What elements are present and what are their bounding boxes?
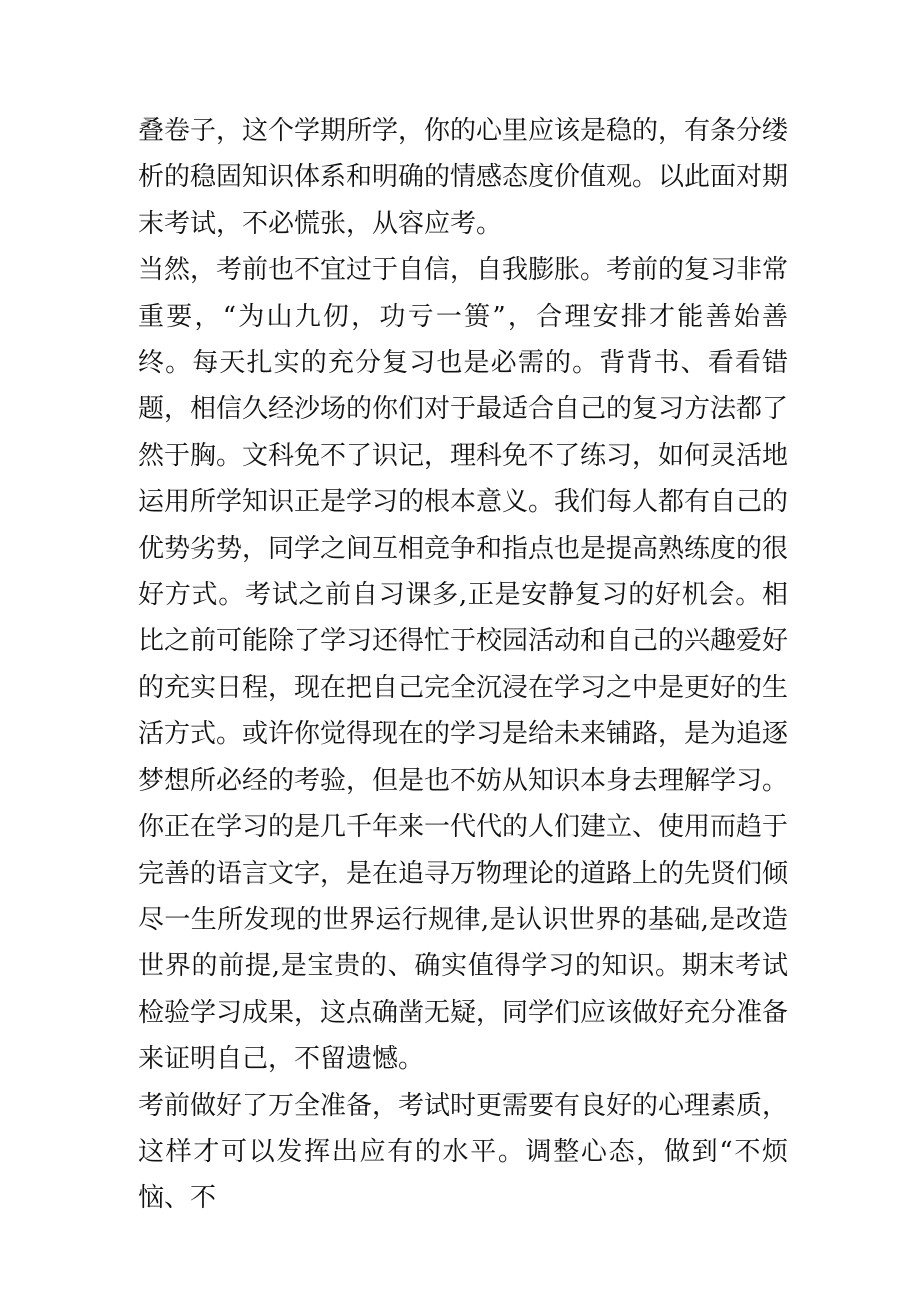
paragraph-2: 当然，考前也不宜过于自信，自我膨胀。考前的复习非常重要，“为山九仞，功亏一篑”，合理安排才能善始善终。每天扎实的充分复习也是必需的。背背书、看看错题，相信久经沙场的你们对于最适合自己的复习方法都了然于胸。文科免不了识记，理科免不了练习，如何灵活地运用所学知识正是学习的根本意义。我们每人都有自己的优势劣势，同学之间互相竞争和指点也是提高熟练度的很好方式。考试之前自习课多,正是安静复习的好机会。相比之前可能除了学习还得忙于校园活动和自己的兴趣爱好的充实日程，现在把自己完全沉浸在学习之中是更好的生活方式。或许你觉得现在的学习是给未来铺路，是为追逐梦想所必经的考验，但是也不妨从知识本身去理解学习。你正在学习的是几千年来一代代的人们建立、使用而趋于完善的语言文字，是在追寻万物理论的道路上的先贤们倾尽一生所发现的世界运行规律,是认识世界的基础,是改造世界的前提,是宝贵的、确实值得学习的知识。期末考试检验学习成果，这点确凿无疑，同学们应该做好充分准备来证明自己，不留遗憾。	[138, 255, 789, 1075]
document-body	[138, 108, 788, 1222]
paragraph-1: 叠卷子，这个学期所学，你的心里应该是稳的，有条分缕析的稳固知识体系和明确的情感态度价值观。以此面对期末考试，不必慌张，从容应考。	[138, 116, 789, 239]
paragraph-3: 考前做好了万全准备，考试时更需要有良好的心理素质，这样才可以发挥出应有的水平。调整心态，做到“不烦恼、不	[138, 1090, 789, 1214]
